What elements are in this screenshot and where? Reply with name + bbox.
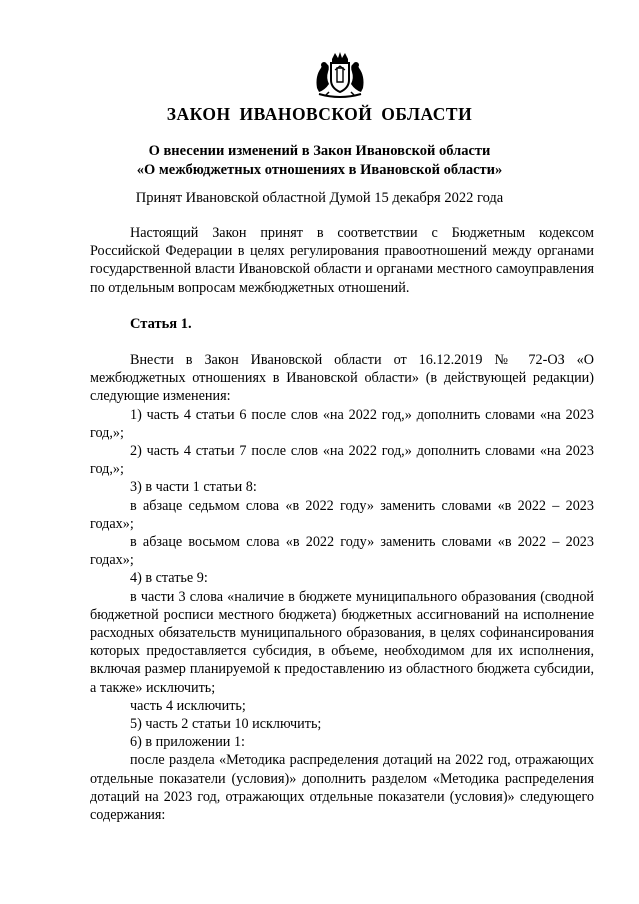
document-body	[90, 224, 594, 824]
article-paragraph: в части 3 слова «наличие в бюджете муниципального образования (сводной бюджетной росписи местного бюджета) бюджетных ассигнований на исполнение расходных обязательств муниципального образования, в целях софинансирования которых предоставляется субсидия, в объеме, необходимом для их исполнения, включая размер планируемой к предоставлению из областного бюджета субсидии, а также» исключить;	[90, 588, 594, 696]
preamble: Настоящий Закон принят в соответствии с Бюджетным кодексом Российской Федерации в целях регулирования правоотношений между органами государственной власти Ивановской области и органами местного самоуправления по отдельным вопросам межбюджетных отношений.	[90, 225, 594, 296]
article-paragraph: после раздела «Методика распределения дотаций на 2022 год, отражающих отдельные показатели (условия)» дополнить разделом «Методика распределения дотаций на 2023 год, отражающих отдельные показатели (условия)» следующего содержания:	[90, 752, 594, 824]
article-paragraph: 2) часть 4 статьи 7 после слов «на 2022 год,» дополнить словами «на 2023 год,»;	[90, 443, 594, 478]
article-heading: Статья 1.	[130, 315, 192, 332]
article-paragraph: 5) часть 2 статьи 10 исключить;	[130, 716, 322, 733]
law-title: ЗАКОН ИВАНОВСКОЙ ОБЛАСТИ	[166, 104, 473, 124]
coat-of-arms-icon	[313, 50, 367, 100]
article-paragraph: 1) часть 4 статьи 6 после слов «на 2022 год,» дополнить словами «на 2023 год,»;	[90, 406, 594, 441]
subtitle-line: О внесении изменений в Закон Ивановской области	[148, 143, 491, 159]
article-paragraph: Внести в Закон Ивановской области от 16.12.2019 № 72-ОЗ «О межбюджетных отношениях в Ивановской области» (в действующей редакции) следующие изменения:	[90, 352, 594, 405]
article-paragraph: в абзаце седьмом слова «в 2022 году» заменить словами «в 2022 – 2023 годах»;	[90, 497, 594, 532]
subtitle-line: «О межбюджетных отношениях в Ивановской области»	[136, 162, 503, 178]
article-paragraph: 4) в статье 9:	[130, 570, 208, 587]
article-paragraph: в абзаце восьмом слова «в 2022 году» заменить словами «в 2022 – 2023 годах»;	[90, 534, 594, 569]
law-subtitle	[0, 142, 639, 180]
article-paragraph: часть 4 исключить;	[130, 697, 246, 714]
article-paragraph: 6) в приложении 1:	[130, 734, 245, 751]
article-paragraph: 3) в части 1 статьи 8:	[130, 479, 257, 496]
adoption-note: Принят Ивановской областной Думой 15 декабря 2022 года	[135, 190, 504, 206]
